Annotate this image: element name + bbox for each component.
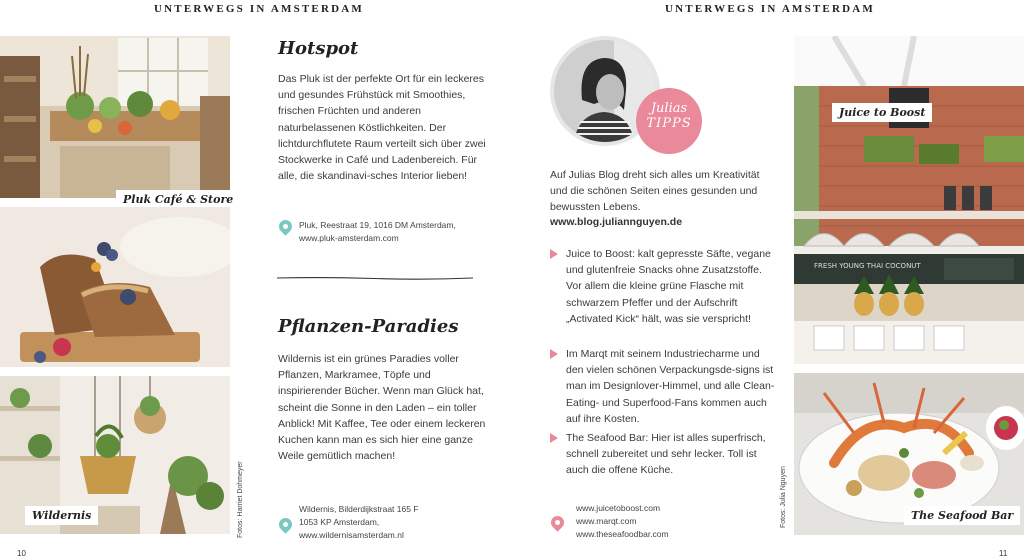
- pluk-cafe-photo: [0, 36, 230, 198]
- tip-text: Im Marqt mit seinem Industriecharme und den vielen schönen Verpackungsde-signs ist man im Designlover-Himmel, und alle Clean-Eating- und Superfood-Fans kommen auch auf ihre Kosten.: [566, 348, 775, 425]
- running-head-right: UNTERWEGS IN AMSTERDAM: [665, 3, 875, 15]
- wildernis-website[interactable]: www.wildernisamsterdam.nl: [299, 530, 404, 540]
- tip-item: [550, 246, 780, 327]
- triangle-bullet-icon: [550, 349, 558, 359]
- blog-url[interactable]: www.blog.juliannguyen.de: [550, 216, 683, 228]
- location-pin-icon: [276, 515, 294, 533]
- triangle-bullet-icon: [550, 249, 558, 259]
- location-pin-icon: [276, 217, 294, 235]
- julias-tipps-badge: [636, 88, 702, 154]
- running-head-left: UNTERWEGS IN AMSTERDAM: [154, 3, 364, 15]
- paradies-heading: Pflanzen-Paradies: [278, 316, 459, 337]
- tip-item: [550, 430, 780, 479]
- triangle-bullet-icon: [550, 433, 558, 443]
- badge-line2: TIPPS: [646, 116, 692, 131]
- wildernis-address: [299, 503, 489, 542]
- divider-rule: [277, 274, 473, 282]
- tip-text: The Seafood Bar: Hier ist alles superfrisch, schnell zubereitet und sehr lecker. Toll ist auch die offene Küche.: [566, 432, 766, 477]
- photo-label-juice: Juice to Boost: [832, 103, 932, 122]
- hotspot-heading: Hotspot: [278, 38, 359, 59]
- tips-list: [550, 246, 782, 486]
- pluk-website[interactable]: www.pluk-amsterdam.com: [299, 233, 399, 243]
- location-pin-icon: [548, 513, 566, 531]
- link-seafoodbar[interactable]: www.theseafoodbar.com: [576, 529, 669, 539]
- fresh-coconut-sign: FRESH YOUNG THAI COCONUT: [814, 262, 921, 270]
- photo-credit-left: Fotos: Harriet Dohmeyer: [237, 461, 244, 538]
- hotspot-body: Das Pluk ist der perfekte Ort für ein leckeres und gesundes Frühstück mit Smoothies, frischen Früchten und anderen naturbelassenen Köstlichkeiten. Der lichtdurchflutete Raum verteilt sich über zwei Stockwerke in Café und Ladenbereich. Für alle, die skandinavi-sches Interior lieben!: [278, 73, 486, 183]
- wildernis-address-line1: Wildernis, Bilderdijkstraat 165 F: [299, 504, 419, 514]
- photo-label-pluk: Pluk Café & Store: [116, 190, 240, 209]
- blog-intro: Auf Julias Blog dreht sich alles um Kreativität und die schönen Seiten eines gesunden und bewussten Lebens.: [550, 169, 760, 214]
- paradies-body: Wildernis ist ein grünes Paradies voller Pflanzen, Markramee, Töpfe und inspirierender Bücher. Wenn man Glück hat, scheint die Sonne in den Laden – ein toller Anblick! Mit Kaffee, Tee oder einem leckeren Kuchen kann man es sich hier eine ganze Weile gemütlich machen!: [278, 353, 486, 463]
- tip-item: [550, 346, 780, 427]
- cake-photo: [0, 207, 230, 367]
- photo-credit-right: Fotos: Julia Nguyen: [780, 466, 787, 528]
- link-juicetoboost[interactable]: www.juicetoboost.com: [576, 503, 661, 513]
- pluk-address-line1: Pluk, Reestraat 19, 1016 DM Amsterdam,: [299, 220, 456, 230]
- pluk-address: [299, 219, 489, 245]
- page-number-right: 11: [999, 549, 1008, 558]
- link-marqt[interactable]: www.marqt.com: [576, 516, 637, 526]
- wildernis-address-line2: 1053 KP Amsterdam,: [299, 517, 380, 527]
- page-number-left: 10: [17, 549, 26, 558]
- tip-text: Juice to Boost: kalt gepresste Säfte, vegane und glutenfreie Snacks ohne Zusatzstoffe. Vor allem die kleine grüne Flasche mit schwarzem Pfeffer und der Aufschrift „Activated Kick“ hält, was sie verspricht!: [566, 248, 771, 325]
- juice-to-boost-photo: [794, 36, 1024, 364]
- photo-label-wildernis: Wildernis: [25, 506, 98, 525]
- shop-links: [576, 502, 776, 541]
- photo-label-seafood: The Seafood Bar: [904, 506, 1020, 525]
- badge-line1: Julias: [650, 101, 688, 116]
